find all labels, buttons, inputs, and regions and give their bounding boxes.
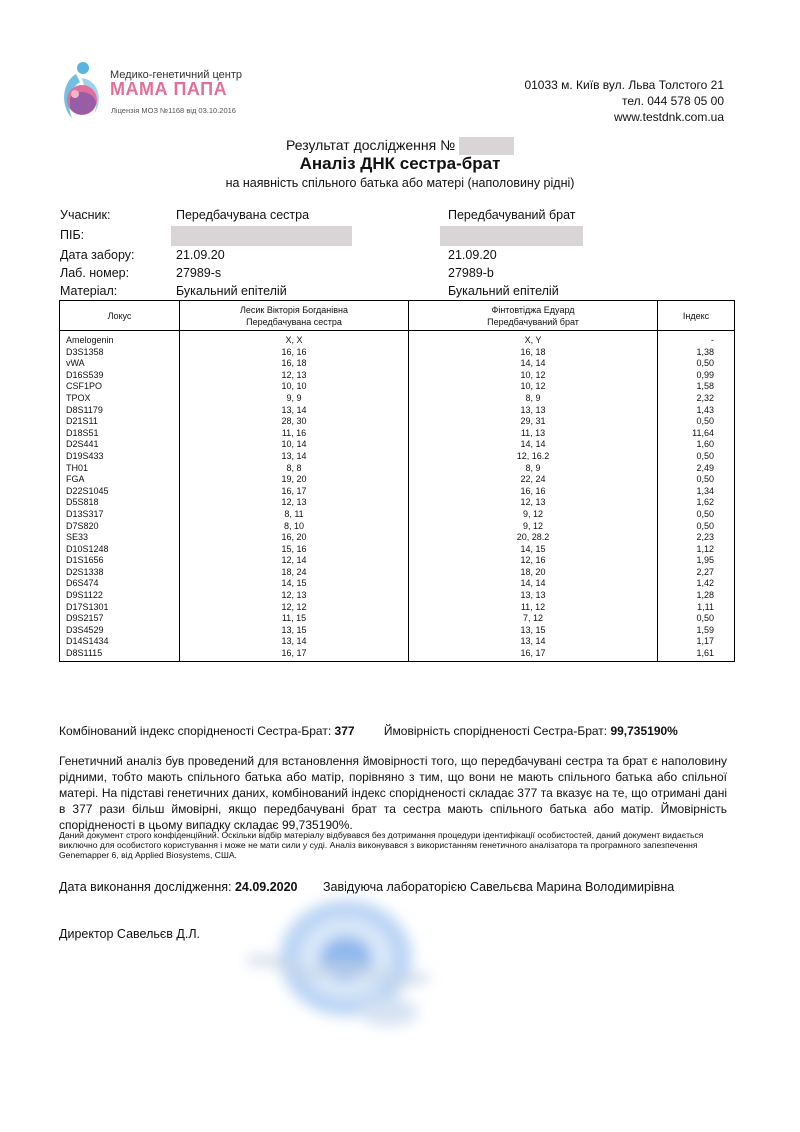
locus-cell: CSF1PO (60, 381, 180, 393)
lab-head: Завідуюча лабораторією Савельєва Марина Володимирівна (323, 880, 675, 894)
header-brother (409, 301, 658, 331)
clinic-logo-icon (58, 60, 106, 124)
table-row (60, 405, 735, 417)
index-cell: 1,11 (658, 602, 735, 614)
document-subtitle: на наявність спільного батька або матері (наполовину рідні) (225, 176, 575, 190)
index-cell: 1,28 (658, 590, 735, 602)
table-row (60, 463, 735, 475)
brother-alleles-cell: 18, 20 (409, 567, 658, 579)
index-cell: 0,99 (658, 370, 735, 382)
director-line: Директор Савельєв Д.Л. (59, 927, 200, 941)
brother-alleles-cell: 9, 12 (409, 509, 658, 521)
index-cell: 1,43 (658, 405, 735, 417)
sister-alleles-cell: 16, 18 (180, 358, 409, 370)
table-row (60, 625, 735, 637)
locus-cell: D2S1338 (60, 567, 180, 579)
table-row (60, 451, 735, 463)
sister-alleles-cell: 16, 17 (180, 648, 409, 661)
index-cell: 1,59 (658, 625, 735, 637)
sister-alleles-cell: 13, 14 (180, 405, 409, 417)
locus-cell: D17S1301 (60, 602, 180, 614)
sister-alleles-cell: 8, 8 (180, 463, 409, 475)
sister-alleles-cell: 19, 20 (180, 474, 409, 486)
sister-alleles-cell: 13, 15 (180, 625, 409, 637)
sister-alleles-cell: 12, 13 (180, 497, 409, 509)
brother-date: 21.09.20 (448, 248, 497, 262)
clinic-phone: тел. 044 578 05 00 (621, 94, 724, 108)
brother-alleles-cell: 16, 17 (409, 648, 658, 661)
index-cell: 1,34 (658, 486, 735, 498)
locus-cell: Amelogenin (60, 331, 180, 347)
brother-alleles-cell: 10, 12 (409, 381, 658, 393)
cli-value: 377 (334, 724, 355, 738)
table-row (60, 347, 735, 359)
label-participant: Учасник: (60, 208, 111, 222)
sister-alleles-cell: 12, 13 (180, 370, 409, 382)
probability-label: Ймовірність спорідненості Сестра-Брат: (383, 724, 608, 738)
brother-alleles-cell: 9, 12 (409, 521, 658, 533)
clinic-address: 01033 м. Київ вул. Льва Толстого 21 (524, 78, 724, 92)
locus-cell: D10S1248 (60, 544, 180, 556)
brother-role: Передбачуваний брат (448, 208, 576, 222)
sister-alleles-cell: 16, 20 (180, 532, 409, 544)
brother-alleles-cell: 13, 15 (409, 625, 658, 637)
sister-alleles-cell: 15, 16 (180, 544, 409, 556)
locus-cell: SE33 (60, 532, 180, 544)
brother-alleles-cell: 22, 24 (409, 474, 658, 486)
sister-role: Передбачувана сестра (176, 208, 310, 222)
redacted-result-number (459, 137, 514, 155)
sister-alleles-cell: 11, 16 (180, 428, 409, 440)
logo-brand-name: МАМА ПАПА (110, 79, 228, 99)
index-cell: 1,60 (658, 439, 735, 451)
header-locus: Локус (60, 301, 180, 331)
table-body (60, 331, 735, 662)
sister-alleles-cell: 14, 15 (180, 578, 409, 590)
conclusion-paragraph: Генетичний аналіз був проведений для встановлення ймовірності того, що передбачувані сестра та брат є наполовину рідними, тобто мають спільного батька або матір, порівняно з тим, що вони не мають спільного батька або спільної матері. На підставі генетичних даних, комбінований індекс спорідненості складає 377 та вказує на те, що отримані дані в 377 рази більш ймовірні, якщо передбачувані брат та сестра мають спільного батька або матір. Ймовірність спорідненості в цьому випадку складає 99,735190%. (59, 754, 727, 832)
index-cell: 0,50 (658, 451, 735, 463)
completion-date-value: 24.09.2020 (234, 880, 298, 894)
index-cell: 1,62 (658, 497, 735, 509)
sister-alleles-cell: 13, 14 (180, 636, 409, 648)
sister-alleles-cell: 12, 13 (180, 590, 409, 602)
index-cell: 2,23 (658, 532, 735, 544)
index-cell: 0,50 (658, 416, 735, 428)
license-text: Ліцензія МОЗ №1168 від 03.10.2016 (111, 106, 236, 115)
brother-alleles-cell: 16, 18 (409, 347, 658, 359)
brother-alleles-cell: 14, 14 (409, 439, 658, 451)
index-cell: 1,42 (658, 578, 735, 590)
table-row (60, 532, 735, 544)
brother-alleles-cell: 12, 16.2 (409, 451, 658, 463)
brother-alleles-cell: 8, 9 (409, 463, 658, 475)
brother-alleles-cell: 16, 16 (409, 486, 658, 498)
table-row (60, 331, 735, 347)
sister-alleles-cell: 13, 14 (180, 451, 409, 463)
table-row (60, 544, 735, 556)
brother-alleles-cell: 13, 13 (409, 590, 658, 602)
brother-alleles-cell: 12, 13 (409, 497, 658, 509)
sister-alleles-cell: 28, 30 (180, 416, 409, 428)
table-row (60, 358, 735, 370)
label-lab-number: Лаб. номер: (60, 266, 130, 280)
header-sister (180, 301, 409, 331)
sister-alleles-cell: 12, 14 (180, 555, 409, 567)
index-cell: 1,61 (658, 648, 735, 661)
index-cell: 1,17 (658, 636, 735, 648)
sister-alleles-cell: 16, 16 (180, 347, 409, 359)
brother-alleles-cell: 14, 15 (409, 544, 658, 556)
sister-alleles-cell: 10, 10 (180, 381, 409, 393)
locus-cell: D9S1122 (60, 590, 180, 602)
index-cell: 0,50 (658, 474, 735, 486)
result-number-line (0, 137, 800, 155)
table-row (60, 474, 735, 486)
summary-line (59, 724, 678, 738)
brother-alleles-cell: 29, 31 (409, 416, 658, 428)
index-cell: 11,64 (658, 428, 735, 440)
brother-alleles-cell: 8, 9 (409, 393, 658, 405)
table-row (60, 381, 735, 393)
completion-date-label: Дата виконання дослідження: (59, 880, 232, 894)
index-cell: 1,58 (658, 381, 735, 393)
brother-material: Букальний епітелій (448, 284, 559, 298)
table-row (60, 613, 735, 625)
table-row (60, 486, 735, 498)
sister-alleles-cell: 8, 10 (180, 521, 409, 533)
brother-alleles-cell: 11, 12 (409, 602, 658, 614)
table-row (60, 393, 735, 405)
table-row (60, 602, 735, 614)
locus-cell: D8S1115 (60, 648, 180, 661)
sister-lab-number: 27989-s (176, 266, 222, 280)
index-cell: 1,38 (658, 347, 735, 359)
index-cell: 0,50 (658, 521, 735, 533)
table-row (60, 416, 735, 428)
brother-alleles-cell: X, Y (409, 331, 658, 347)
sister-alleles-cell: X, X (180, 331, 409, 347)
probability-value: 99,735190% (610, 724, 678, 738)
brother-alleles-cell: 20, 28.2 (409, 532, 658, 544)
locus-cell: D8S1179 (60, 405, 180, 417)
locus-cell: D7S820 (60, 521, 180, 533)
table-row (60, 370, 735, 382)
sister-alleles-cell: 11, 15 (180, 613, 409, 625)
redacted-brother-name (440, 226, 583, 246)
sister-alleles-cell: 9, 9 (180, 393, 409, 405)
table-row (60, 648, 735, 661)
locus-cell: D3S1358 (60, 347, 180, 359)
locus-cell: D22S1045 (60, 486, 180, 498)
table-row (60, 590, 735, 602)
confidentiality-disclaimer: Даний документ строго конфіденційний. Оскільки відбір матеріалу відбувався без дотримання процедури ідентифікації особистостей, даний документ видається виключно для особистого користування і може не мати сили у суді. Аналіз виконувався з використанням генетичного аналізатора та програмного запезпечення Genemapper 6, від Applied Biosystems, США. (59, 830, 704, 860)
brother-alleles-cell: 13, 14 (409, 636, 658, 648)
header-index: Індекс (658, 301, 735, 331)
index-cell: 0,50 (658, 613, 735, 625)
blurred-stamp-icon (238, 892, 448, 1042)
table-row (60, 578, 735, 590)
sister-date: 21.09.20 (176, 248, 225, 262)
table-row (60, 439, 735, 451)
index-cell: - (658, 331, 735, 347)
index-cell: 0,50 (658, 358, 735, 370)
brother-alleles-cell: 11, 13 (409, 428, 658, 440)
table-row (60, 555, 735, 567)
header-brother-role: Передбачуваний брат (487, 316, 579, 327)
locus-cell: TH01 (60, 463, 180, 475)
document-title: Аналіз ДНК сестра-брат (299, 154, 501, 173)
locus-cell: FGA (60, 474, 180, 486)
sister-alleles-cell: 16, 17 (180, 486, 409, 498)
sister-alleles-cell: 12, 12 (180, 602, 409, 614)
str-results-table (59, 300, 735, 662)
label-date: Дата забору: (60, 248, 135, 262)
label-name: ПІБ: (60, 228, 85, 242)
index-cell: 1,12 (658, 544, 735, 556)
locus-cell: D5S818 (60, 497, 180, 509)
locus-cell: D2S441 (60, 439, 180, 451)
locus-cell: D18S51 (60, 428, 180, 440)
locus-cell: TPOX (60, 393, 180, 405)
index-cell: 1,95 (658, 555, 735, 567)
locus-cell: D6S474 (60, 578, 180, 590)
table-row (60, 521, 735, 533)
sister-alleles-cell: 8, 11 (180, 509, 409, 521)
locus-cell: D19S433 (60, 451, 180, 463)
table-row (60, 509, 735, 521)
brother-alleles-cell: 13, 13 (409, 405, 658, 417)
table-row (60, 428, 735, 440)
table-row (60, 636, 735, 648)
brother-alleles-cell: 14, 14 (409, 578, 658, 590)
index-cell: 2,49 (658, 463, 735, 475)
header-sister-name: Лесик Вікторія Богданівна (239, 304, 349, 315)
index-cell: 2,27 (658, 567, 735, 579)
sister-material: Букальний епітелій (176, 284, 287, 298)
cli-label: Комбінований індекс спорідненості Сестра-Брат: (59, 724, 332, 738)
brother-lab-number: 27989-b (448, 266, 494, 280)
index-cell: 2,32 (658, 393, 735, 405)
header-brother-name: Фінтовтіджа Едуард (491, 304, 575, 315)
brother-alleles-cell: 7, 12 (409, 613, 658, 625)
result-label: Результат дослідження № (286, 137, 456, 153)
locus-cell: D14S1434 (60, 636, 180, 648)
locus-cell: D9S2157 (60, 613, 180, 625)
brother-alleles-cell: 10, 12 (409, 370, 658, 382)
locus-cell: D1S1656 (60, 555, 180, 567)
label-material: Матеріал: (60, 284, 118, 298)
locus-cell: vWA (60, 358, 180, 370)
locus-cell: D21S11 (60, 416, 180, 428)
locus-cell: D16S539 (60, 370, 180, 382)
sister-alleles-cell: 18, 24 (180, 567, 409, 579)
table-row (60, 567, 735, 579)
index-cell: 0,50 (658, 509, 735, 521)
redacted-sister-name (171, 226, 352, 246)
clinic-website: www.testdnk.com.ua (613, 110, 724, 124)
locus-cell: D13S317 (60, 509, 180, 521)
logo-tagline: Медико-генетичний центр (110, 69, 243, 81)
table-header-row (60, 301, 735, 331)
table-row (60, 497, 735, 509)
locus-cell: D3S4529 (60, 625, 180, 637)
brother-alleles-cell: 14, 14 (409, 358, 658, 370)
sister-alleles-cell: 10, 14 (180, 439, 409, 451)
brother-alleles-cell: 12, 16 (409, 555, 658, 567)
header-sister-role: Передбачувана сестра (246, 316, 342, 327)
